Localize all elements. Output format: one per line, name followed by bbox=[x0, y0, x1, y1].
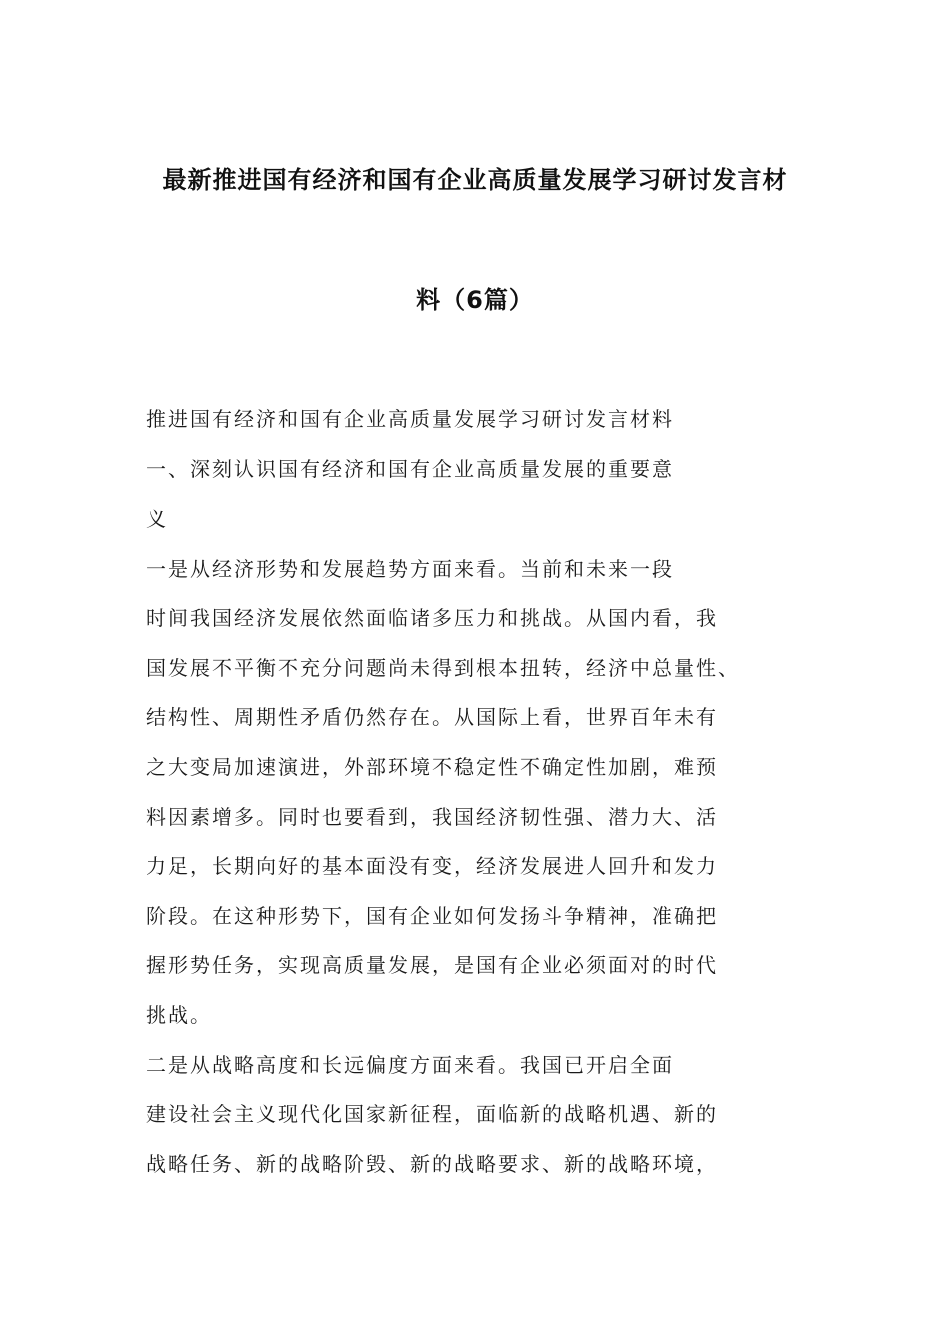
body-line: 料因素增多。同时也要看到，我国经济韧性强、潜力大、活 bbox=[146, 805, 718, 829]
body-line: 一是从经济形势和发展趋势方面来看。当前和未来一段 bbox=[146, 557, 674, 581]
body-line: 挑战。 bbox=[146, 1003, 212, 1027]
document-title-line-2: 料（6篇） bbox=[416, 286, 534, 314]
body-line: 国发展不平衡不充分问题尚未得到根本扭转，经济中总量性、 bbox=[146, 656, 740, 680]
body-line: 建设社会主义现代化国家新征程，面临新的战略机遇、新的 bbox=[146, 1102, 718, 1126]
body-line: 力足，长期向好的基本面没有变，经济发展进人回升和发力 bbox=[146, 854, 718, 878]
body-line: 推进国有经济和国有企业高质量发展学习研讨发言材料 bbox=[146, 407, 674, 431]
body-line: 时间我国经济发展依然面临诸多压力和挑战。从国内看，我 bbox=[146, 606, 718, 630]
body-line: 战略任务、新的战略阶毁、新的战略要求、新的战略环境， bbox=[146, 1152, 718, 1176]
document-title-line-1: 最新推进国有经济和国有企业高质量发展学习研讨发言材 bbox=[162, 166, 788, 194]
body-line: 一、深刻认识国有经济和国有企业高质量发展的重要意 bbox=[146, 457, 674, 481]
body-line: 阶段。在这种形势下，国有企业如何发扬斗争精神，准确把 bbox=[146, 904, 718, 928]
body-line: 二是从战略高度和长远偏度方面来看。我国已开启全面 bbox=[146, 1053, 674, 1077]
body-line: 之大变局加速演进，外部环境不稳定性不确定性加剧，难预 bbox=[146, 755, 718, 779]
body-line: 握形势任务，实现高质量发展，是国有企业必须面对的时代 bbox=[146, 953, 718, 977]
body-line: 结构性、周期性矛盾仍然存在。从国际上看，世界百年未有 bbox=[146, 705, 718, 729]
body-line: 义 bbox=[146, 507, 168, 531]
